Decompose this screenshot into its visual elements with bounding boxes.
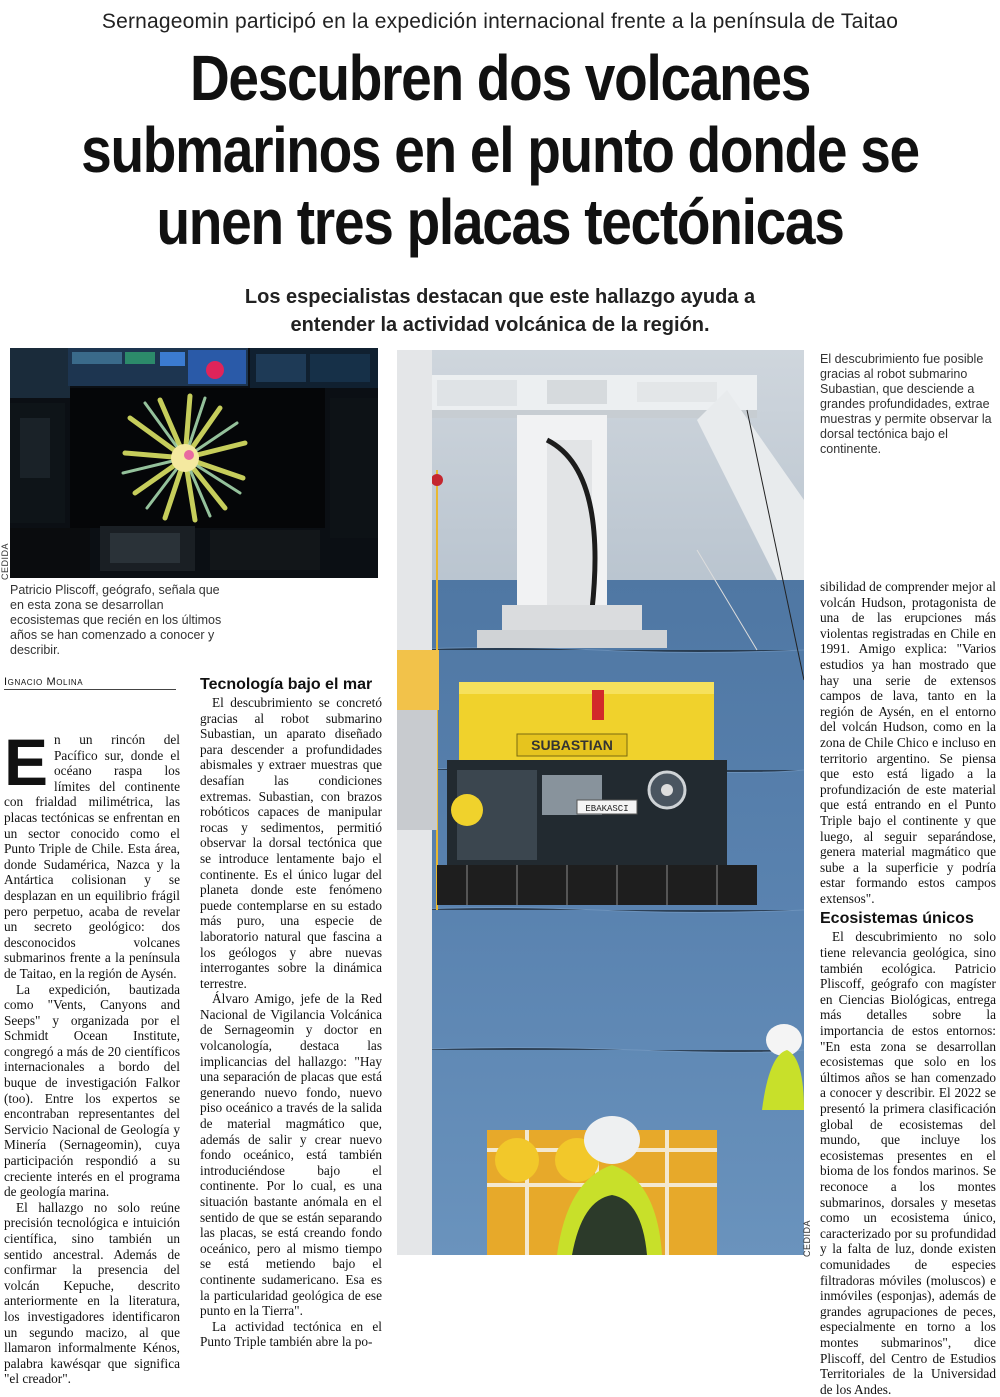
photo-control-room (10, 348, 378, 578)
col3-paragraph-1: sibilidad de comprender mejor al volcán Hudson, protagonista de una de las erupciones más violentas registradas en Chile en 1991. Amigo explica: "Varios estudios ya han mostrado que hay una serie de extensos campos de lava, tanto en la región de Aysén, en el entorno del volcán Hudson, como en la zona de Chile Chico e incluso en territorio argentino. Se piensa que esto está ligado a la profundización de este material que está entrando en el Punto Triple bajo el continente y que luego, al seguir separándose, genera material magmático que sube a la superficie y podría estar formando estos campos extensos". (820, 579, 996, 906)
headline-line-2: submarinos en el punto donde se (81, 114, 919, 186)
photo-main-credit: CEDIDA (802, 1219, 812, 1257)
kicker: Sernageomin participó en la expedición internacional frente a la península de Taitao (101, 10, 899, 33)
deck (0, 283, 1000, 339)
col3-paragraph-2: El descubrimiento no solo tiene relevancia geológica, sino también ecológica. Patricio Pliscoff, geógrafo con magíster en Ciencias Biológicas, entrega más detalles sobre la importancia de estos entornos: "En esta zona se desarrollan ecosistemas que solo en los últimos años se han comenzado a conocer y describir. El 2022 se presentó la primera clasificación global de ecosistemas del mundo, que incluye los ecosistemas presentes en el bioma de los fondos marinos. Se reconoce a los montes submarinos, dorsales y mesetas como un ecosistema único, caracterizado por su profundidad y la falta de luz, donde existen comunidades de especies filtradoras móviles (moluscos) e inmóviles (esponjas), además de grandes agrupaciones de peces, especialmente en torno a los montes submarinos", dice Pliscoff, del Centro de Estudios Territoriales de la Universidad de los Andes. (820, 929, 996, 1397)
col2-paragraph-3: La actividad tectónica en el Punto Triple también abre la po- (200, 1318, 382, 1350)
subhead-ecosistemas: Ecosistemas únicos (820, 910, 974, 928)
headline (79, 42, 922, 258)
headline-line-1: Descubren dos volcanes (189, 42, 811, 114)
col1-paragraph-3: El hallazgo no solo reúne precisión tecnológica e intuición científica, sino también un sentido ancestral. Además de confirmar la presencia del volcán Kepuche, descrito anteriormente en la literatura, los investigadores identificaron un segundo macizo, al que llamaron informalmente Kénos, palabra kawésqar que significa "el creador". (4, 1199, 180, 1387)
column-2 (200, 676, 382, 1350)
column-3 (820, 579, 996, 1397)
subhead-tecnologia: Tecnología bajo el mar (200, 676, 373, 693)
col2-paragraph-2: Álvaro Amigo, jefe de la Red Nacional de Vigilancia Volcánica de Sernageomin y doctor en volcanología, destaca las implicancias del hallazgo: "Hay una separación de placas que está generando nuevo fondo, nuevo piso oceánico a través de la salida de material magmático que, además de salir y crear nuevo fondo oceánico, está también introduciéndose bajo el continente. Por lo cual, es una situación bastante anómala en el sentido de que se están separando las placas, se está creando fondo oceánico, pero al mismo tiempo se está metiendo bajo el continente sudamericano. Esa es la particularidad geológica de ese punto en la Tierra". (200, 991, 382, 1319)
column-1 (4, 725, 180, 1387)
rov-illustration (397, 350, 804, 1255)
photo-main-caption: El descubrimiento fue posible gracias al robot submarino Subastian, que desciende a grandes profundidades, extrae muestras y permite observar la dorsal tectónica bajo el continente. (820, 352, 992, 456)
rov-tag-text: EBAKASCI (585, 804, 629, 814)
col2-paragraph-1: El descubrimiento se concretó gracias al robot submarino Subastian, un aparato diseñado para descender a profundidades abismales y extraer muestras que desafían las condiciones extremas. Subastian, con brazos robóticos capaces de manipular rocas y sedimentos, permitió observar la dorsal tectónica que se introduce lentamente bajo el continente. Es el único lugar del planeta donde este fenómeno puede contemplarse en su estado más puro, una especie de laboratorio natural que fascina a los geólogos y abre nuevas interrogantes sobre la dinámica terrestre. (200, 695, 382, 991)
photo-left-caption: Patricio Pliscoff, geógrafo, señala que en esta zona se desarrollan ecosistemas que recién en los últimos años se han comenzado a conocer y describir. (10, 583, 222, 657)
deck-line-1: Los especialistas destacan que este hallazgo ayuda a (244, 286, 756, 308)
byline: Ignacio Molina (4, 676, 176, 690)
photo-rov (397, 350, 804, 1255)
col1-paragraph-1: En un rincón del Pacífico sur, donde el océano raspa los límites del continente con frialdad milimétrica, las placas tectónicas se enfrentan en un sector conocido como el Punto Triple de Chile. Esta área, donde Sudamérica, Nazca y la Antártica colisionan y se desplazan en un equilibrio frágil pero perpetuo, acaba de revelar un secreto geológico: dos desconocidos volcanes submarinos frente a la península de Taitao, en la región de Aysén. (4, 725, 180, 981)
photo-left-credit: CEDIDA (0, 542, 10, 580)
deck-line-2: entender la actividad volcánica de la región. (290, 314, 710, 336)
headline-line-3: unen tres placas tectónicas (156, 186, 844, 258)
col1-paragraph-2: La expedición, bautizada como "Vents, Canyons and Seeps" y organizada por el Schmidt Ocean Institute, congregó a más de 20 científicos internacionales a bordo del buque de investigación Falkor (too). Entre los expertos se encontraban representantes del Servicio Nacional de Geología y Minería (Sernageomin), cuya participación respondió a su creciente interés en el programa de geología marina. (4, 981, 180, 1200)
dropcap: E (4, 725, 49, 799)
rov-plate-text: SUBASTIAN (531, 737, 613, 753)
control-room-illustration (10, 348, 378, 578)
